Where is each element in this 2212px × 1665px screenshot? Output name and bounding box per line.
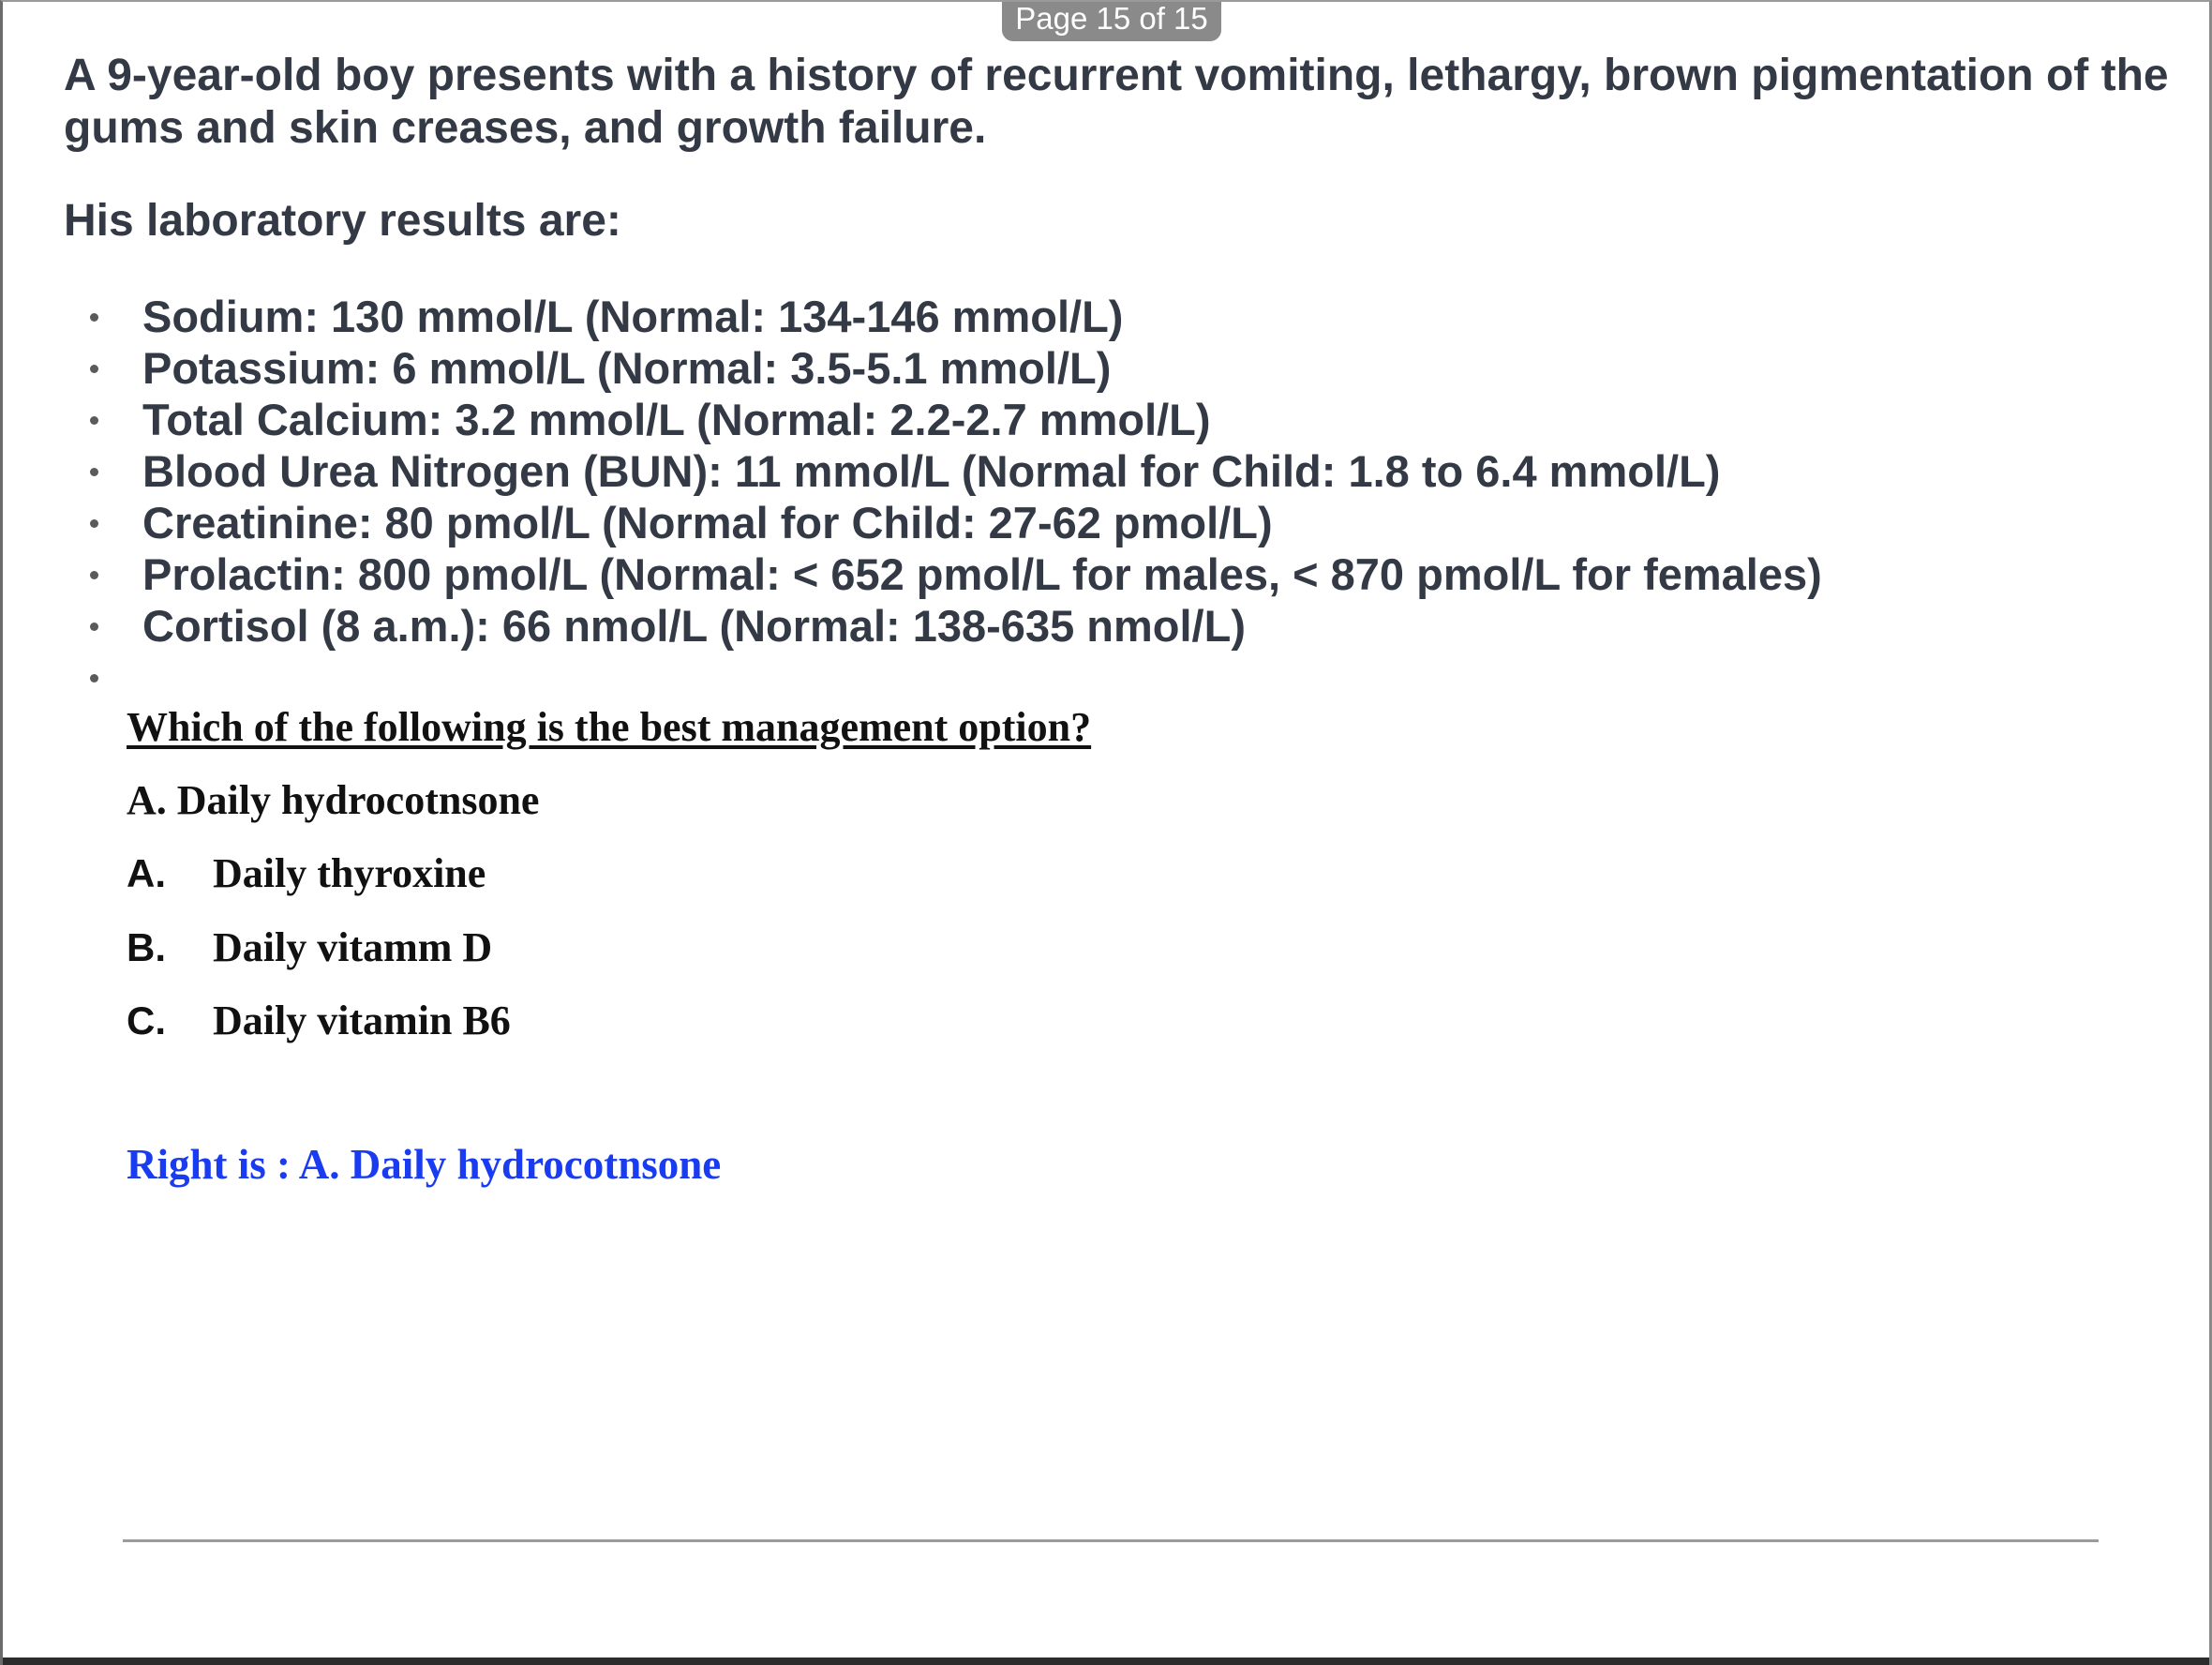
bullet-icon (90, 571, 98, 579)
bottom-edge (3, 1658, 2209, 1665)
bullet-icon (90, 313, 98, 322)
option-a-hydrocortisone: A. Daily hydrocotnsone (127, 777, 540, 823)
labs-heading: His laboratory results are: (64, 196, 621, 246)
bullet-icon (90, 622, 98, 631)
case-intro: A 9-year-old boy presents with a history of recurrent vomiting, lethargy, brown pigmentation of the gums and skin creases, and growth failure. (64, 51, 2169, 153)
lab-result: Total Calcium: 3.2 mmol/L (Normal: 2.2-2.7 mmol/L) (142, 395, 1211, 444)
bullet-icon (90, 519, 98, 528)
lab-result: Creatinine: 80 pmol/L (Normal for Child: 27-62 pmol/L) (142, 498, 1273, 548)
option-letter: A. (127, 851, 166, 895)
bullet-icon (90, 674, 98, 682)
option-text: Daily vitamin B6 (213, 998, 511, 1043)
lab-result: Potassium: 6 mmol/L (Normal: 3.5-5.1 mmol/L) (142, 343, 1112, 393)
question-text: Which of the following is the best management option? (127, 704, 1092, 750)
correct-answer: Right is : A. Daily hydrocotnsone (127, 1141, 722, 1188)
lab-result: Sodium: 130 mmol/L (Normal: 134-146 mmol/L) (142, 292, 1124, 341)
option-letter: C. (127, 998, 166, 1042)
bullet-icon (90, 416, 98, 425)
option-letter: B. (127, 925, 166, 969)
lab-result: Cortisol (8 a.m.): 66 nmol/L (Normal: 138-635 nmol/L) (142, 601, 1246, 651)
option-text: Daily vitamm D (213, 924, 493, 970)
option-text: Daily thyroxine (213, 850, 486, 896)
page-indicator: Page 15 of 15 (1002, 0, 1221, 41)
bullet-icon (90, 468, 98, 476)
bullet-icon (90, 365, 98, 373)
lab-result: Blood Urea Nitrogen (BUN): 11 mmol/L (Normal for Child: 1.8 to 6.4 mmol/L) (142, 446, 1721, 496)
horizontal-divider (123, 1539, 2099, 1542)
lab-result: Prolactin: 800 pmol/L (Normal: < 652 pmol/L for males, < 870 pmol/L for females) (142, 549, 1822, 599)
